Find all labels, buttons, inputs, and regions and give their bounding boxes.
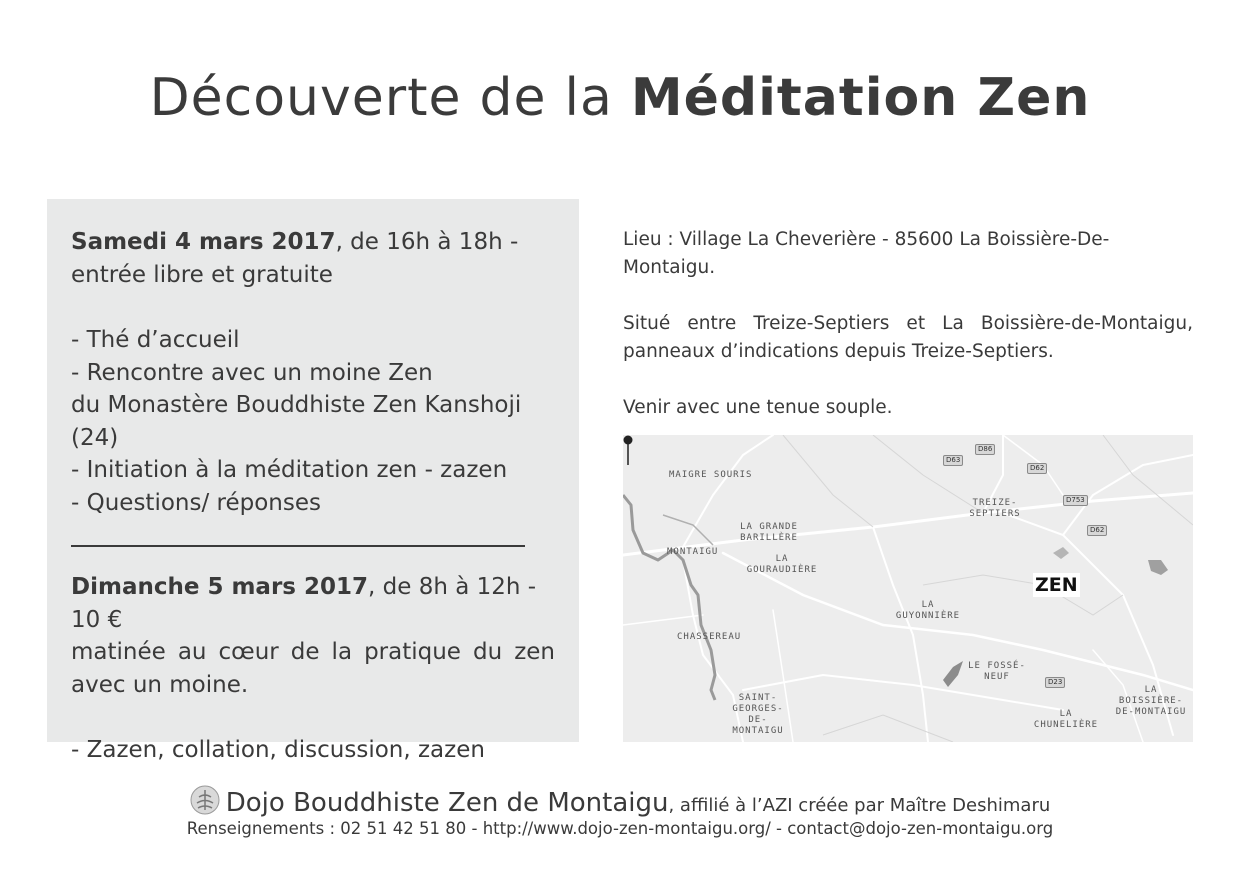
map-label-guyonniere: LA GUYONNIÈRE xyxy=(895,600,961,621)
saturday-item: du Monastère Bouddhiste Zen Kanshoji (24) xyxy=(71,392,522,451)
location-map[interactable] xyxy=(623,435,1193,742)
dress-note: Venir avec une tenue souple. xyxy=(623,397,893,418)
map-label-maigre-souris: MAIGRE SOURIS xyxy=(669,470,753,480)
dojo-name: Dojo Bouddhiste Zen de Montaigu xyxy=(225,788,669,818)
divider xyxy=(71,545,525,547)
program-panel xyxy=(47,199,579,763)
road-badge-d23: D23 xyxy=(1045,677,1065,688)
map-label-chuneliere: LA CHUNELIÈRE xyxy=(1033,709,1099,730)
saturday-item: - Rencontre avec un moine Zen xyxy=(71,359,433,386)
map-label-treize-septiers: TREIZE-SEPTIERS xyxy=(969,498,1021,519)
saturday-time: , de 16h à 18h - xyxy=(335,229,519,255)
map-label-saint-georges: SAINT-GEORGES-DE-MONTAIGU xyxy=(732,693,784,736)
spacer xyxy=(71,701,555,734)
page-title xyxy=(0,68,1240,128)
map-pin-icon[interactable] xyxy=(623,435,633,465)
sunday-heading xyxy=(71,571,555,636)
map-label-boissiere: LA BOISSIÈRE-DE-MONTAIGU xyxy=(1115,685,1187,717)
sunday-date: Dimanche 5 mars 2017 xyxy=(71,574,369,600)
map-roads xyxy=(623,435,1193,742)
road-badge-d62: D62 xyxy=(1027,463,1047,474)
title-word-3: la xyxy=(564,68,613,128)
road-badge-d63: D63 xyxy=(943,455,963,466)
dojo-logo-icon xyxy=(190,785,220,819)
map-label-montaigu: MONTAIGU xyxy=(667,547,719,557)
road-badge-d62: D62 xyxy=(1087,525,1107,536)
program-content xyxy=(71,226,555,767)
title-word-2: de xyxy=(479,68,547,128)
road-badge-d753: D753 xyxy=(1063,495,1088,506)
footer-dojo xyxy=(0,785,1240,819)
saturday-date: Samedi 4 mars 2017 xyxy=(71,229,336,255)
title-bold: Méditation Zen xyxy=(630,68,1091,128)
title-word-1: Découverte xyxy=(149,68,462,128)
footer-contact: Renseignements : 02 51 42 51 80 - http://www.dojo-zen-montaigu.org/ - contact@dojo-zen-montaigu.org xyxy=(186,819,1054,838)
map-label-gouraudiere: LA GOURAUDIÈRE xyxy=(746,554,818,575)
location-info xyxy=(623,226,1193,422)
zen-marker-label: ZEN xyxy=(1035,574,1078,596)
saturday-item: - Initiation à la méditation zen - zazen xyxy=(71,457,508,483)
saturday-heading xyxy=(71,226,555,259)
map-label-grande-barillere: LA GRANDE BARILLÈRE xyxy=(740,522,798,543)
saturday-item: - Questions/ réponses xyxy=(71,489,321,516)
road-badge-d86: D86 xyxy=(975,444,995,455)
sunday-time: , de 8h à 12h - 10 € xyxy=(71,574,537,633)
dojo-affiliation: , affilié à l’AZI créée par Maître Deshimaru xyxy=(668,795,1051,816)
sunday-description: matinée au cœur de la pratique du zen avec un moine. xyxy=(71,639,555,698)
location-address: Lieu : Village La Cheverière - 85600 La Boissière-De-Montaigu. xyxy=(623,229,1110,278)
sunday-item: - Zazen, collation, discussion, zazen xyxy=(71,737,485,763)
map-label-chassereau: CHASSEREAU xyxy=(677,632,742,642)
saturday-entry: entrée libre et gratuite xyxy=(71,261,333,288)
location-directions: Situé entre Treize-Septiers et La Boissière-de-Montaigu, panneaux d’indications depuis Treize-Septiers. xyxy=(623,313,1193,362)
map-label-fosse-neuf: LE FOSSÉ-NEUF xyxy=(968,661,1026,682)
saturday-item: - Thé d’accueil xyxy=(71,327,240,353)
spacer xyxy=(71,291,555,324)
